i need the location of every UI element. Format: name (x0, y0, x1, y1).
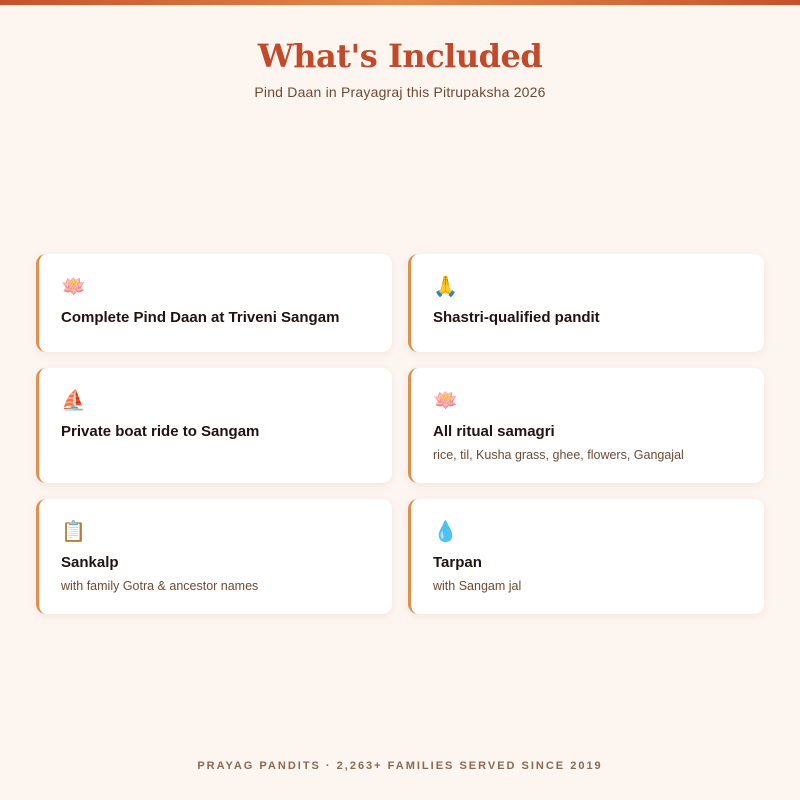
lotus-icon: 🪷 (433, 388, 458, 412)
footer-tagline: PRAYAG PANDITS · 2,263+ FAMILIES SERVED SINCE 2019 (197, 760, 603, 772)
card-title: All ritual samagri (433, 423, 555, 440)
page-title: What's Included (257, 37, 543, 75)
page-subtitle: Pind Daan in Prayagraj this Pitrupaksha 2026 (254, 84, 546, 100)
included-card-samagri (408, 368, 764, 483)
card-description: rice, til, Kusha grass, ghee, flowers, Gangajal (433, 448, 684, 462)
card-title: Shastri-qualified pandit (433, 309, 600, 326)
clipboard-icon: 📋 (61, 519, 86, 543)
top-accent-bar (0, 0, 800, 5)
included-card-pandit (408, 254, 764, 352)
boat-icon: ⛵ (61, 388, 86, 412)
lotus-icon: 🪷 (61, 274, 86, 298)
card-title: Tarpan (433, 554, 482, 571)
included-card-tarpan (408, 499, 764, 614)
card-description: with Sangam jal (433, 579, 522, 593)
water-drop-icon: 💧 (433, 519, 458, 543)
included-card-sankalp (36, 499, 392, 614)
included-card-boat-ride (36, 368, 392, 483)
included-items-grid (36, 254, 764, 614)
card-title: Complete Pind Daan at Triveni Sangam (61, 309, 340, 326)
card-title: Sankalp (61, 554, 119, 571)
folded-hands-icon: 🙏 (433, 274, 458, 298)
card-description: with family Gotra & ancestor names (61, 579, 259, 593)
card-title: Private boat ride to Sangam (61, 423, 260, 440)
page-header (0, 36, 800, 100)
included-card-pind-daan (36, 254, 392, 352)
